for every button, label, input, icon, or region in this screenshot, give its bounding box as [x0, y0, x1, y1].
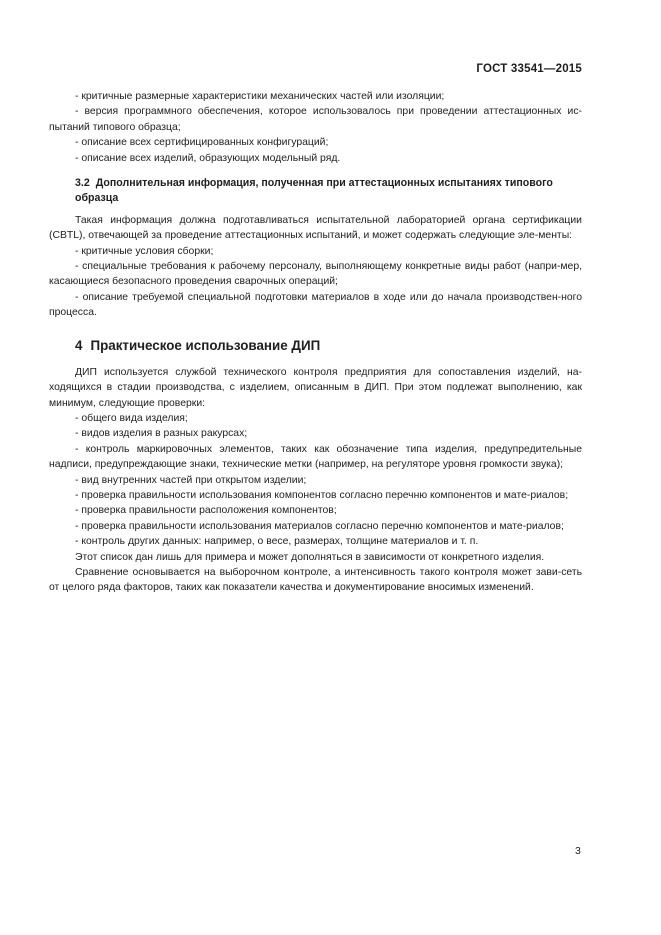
- section-title: Дополнительная информация, полученная при аттестационных испытаниях типового образца: [75, 177, 553, 205]
- document-code: ГОСТ 33541—2015: [476, 63, 582, 75]
- list-item: - контроль других данных: например, о весе, размерах, толщине материалов и т. п.: [75, 536, 479, 548]
- section-heading-4: [49, 337, 582, 355]
- paragraph: ДИП используется службой технического контроля предприятия для сопоставления изделий, на-ходящихся в стадии производства, с изделием, описанным в ДИП. При этом подлежат выполнению, как минимум, следующие проверки:: [49, 366, 582, 409]
- list-item: - версия программного обеспечения, которое использовалось при проведении аттестационных ис-пытаний типового образца;: [49, 106, 582, 133]
- paragraph: Этот список дан лишь для примера и может дополняться в зависимости от конкретного изделия.: [75, 551, 545, 563]
- section-title: Практическое использование ДИП: [90, 337, 321, 353]
- section-number: 3.2: [75, 177, 90, 190]
- list-item: - проверка правильности использования материалов согласно перечню компонентов и мате-риалов;: [75, 520, 564, 532]
- page-number: 3: [575, 845, 581, 857]
- list-item: - описание всех сертифицированных конфигураций;: [75, 137, 329, 149]
- paragraph: Сравнение основывается на выборочном контроле, а интенсивность такого контроля может зави-сеть от целого ряда факторов, таких как показатели качества и документирование вносимых изменений.: [49, 566, 582, 594]
- list-item: - критичные размерные характеристики механических частей или изоляции;: [75, 91, 445, 102]
- list-item: - описание всех изделий, образующих модельный ряд.: [75, 152, 341, 164]
- page-content: [49, 89, 582, 596]
- paragraph: Такая информация должна подготавливаться испытательной лабораторией органа сертификации (CBTL), отвечающей за проведение аттестационных испытаний, и может содержать следующие эле-менты:: [49, 214, 582, 242]
- list-item: - специальные требования к рабочему персоналу, выполняющему конкретные виды работ (напри-мер, касающиеся безопасного проведения сварочных операций;: [49, 261, 582, 288]
- list-item: - видов изделия в разных ракурсах;: [75, 428, 248, 440]
- list-item: - критичные условия сборки;: [75, 245, 214, 257]
- list-item: - контроль маркировочных элементов, таких как обозначение типа изделия, предупредительные надписи, предупреждающие знаки, технические метки (например, на регуляторе уровня громкости звука);: [49, 443, 582, 471]
- list-item: - общего вида изделия;: [75, 412, 188, 424]
- list-item: - вид внутренних частей при открытом изделии;: [75, 474, 307, 486]
- list-item: - описание требуемой специальной подготовки материалов в ходе или до начала производствен-ного процесса.: [49, 291, 582, 319]
- list-item: - проверка правильности расположения компонентов;: [75, 505, 337, 517]
- section-number: 4: [75, 337, 83, 353]
- list-item: - проверка правильности использования компонентов согласно перечню компонентов и мате-риалов;: [75, 489, 569, 501]
- section-heading-3-2: [49, 176, 582, 207]
